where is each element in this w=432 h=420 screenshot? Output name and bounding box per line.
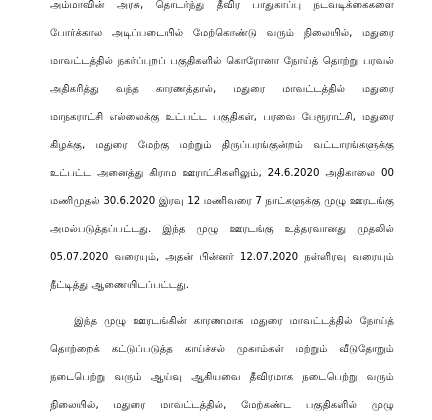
text-line: மாநகராட்சி எல்லைக்கு உட்பட்ட பகுதிகள், பரவை பேரூராட்சி, மதுரை [50,112,394,123]
text-line: அதிகரித்து வந்த காரணத்தால், மதுரை மாவட்டத்தில் மதுரை [50,84,394,95]
text-line: இந்த முழு ஊரடங்கின் காரணமாக மதுரை மாவட்டத்தில் நோய்த் [74,316,394,327]
text-line: நடைபெற்று வரும் ஆய்வு ஆகியவை தீவிரமாக நடைபெற்று வரும் [50,372,394,383]
text-line: மாவட்டத்தில் நகர்ப்புறப் பகுதிகளில் கொரோனா நோய்த் தொற்று பரவல் [50,56,394,67]
text-line: நிலையில், மதுரை மாவட்டத்தில், மேற்கண்ட பகுதிகளில் முழு [50,400,394,411]
paragraph-1 [50,0,394,300]
text-line: மணிமுதல் 30.6.2020 இரவு 12 மணிவரை 7 நாட்களுக்கு முழு ஊரடங்கு [50,196,394,207]
text-line: நீட்டித்து ஆணையிடப்பட்டது. [50,280,189,291]
text-line: உட்பட்ட அனைத்து கிராம ஊராட்சிகளிலும், 24.6.2020 அதிகாலை 00 [50,168,394,179]
text-line: 05.07.2020 வரையும், அதன் பின்னர் 12.07.2020 நள்ளிரவு வரையும் [50,252,394,263]
text-line: அமல்படுத்தப்பட்டது. இந்த முழு ஊரடங்கு உத்தரவானது முதலில் [50,224,394,235]
text-line: போர்க்கால அடிப்படையில் மேற்கொண்டு வரும் நிலையில், மதுரை [50,28,394,39]
text-line: அம்மாவின் அரசு, தொடர்ந்து தீவிர பாதுகாப்பு நடவடிக்கைகளை [50,0,394,11]
text-line: கிழக்கு, மதுரை மேற்கு மற்றும் திருப்பரங்குன்றம் வட்டாரங்களுக்கு [50,140,394,151]
paragraph-2 [50,308,394,420]
text-line: தொற்றைக் கட்டுப்படுத்த காய்ச்சல் முகாம்கள் மற்றும் வீடுதோறும் [50,344,394,355]
